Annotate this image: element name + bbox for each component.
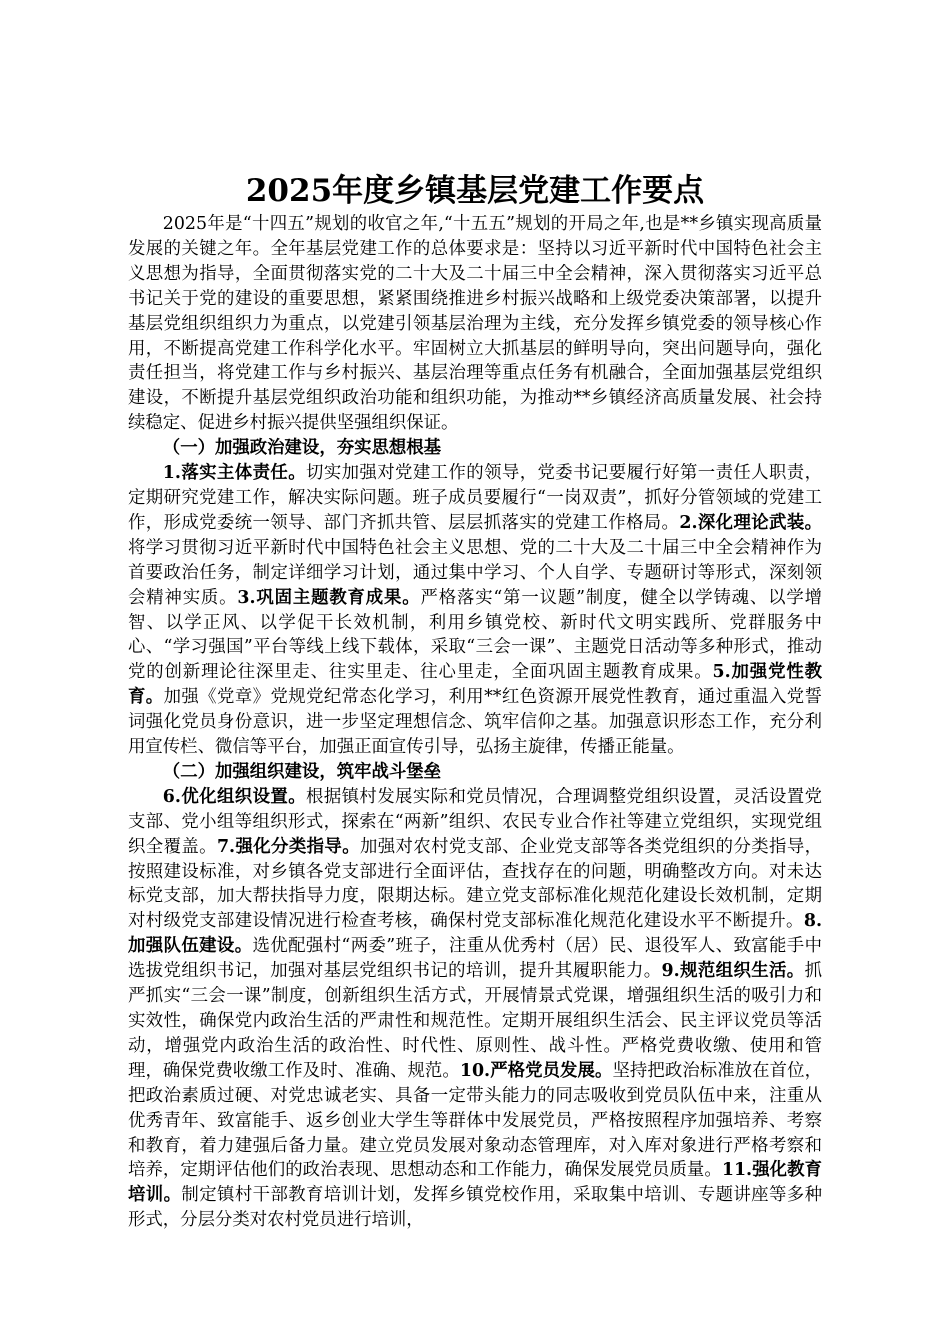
item-7-head: 7.强化分类指导。 <box>216 836 360 857</box>
intro-paragraph: 2025年是“十四五”规划的收官之年,“十五五”规划的开局之年,也是**乡镇实现高质量发展的关键之年。全年基层党建工作的总体要求是：坚持以习近平新时代中国特色社会主义思想为指导，全面贯彻落实党的二十大及二十届三中全会精神，深入贯彻落实习近平总书记关于党的建设的重要思想，紧紧围绕推进乡村振兴战略和上级党委决策部署，以提升基层党组织组织力为重点，以党建引领基层治理为主线，充分发挥乡镇党委的领导核心作用，不断提高党建工作科学化水平。牢固树立大抓基层的鲜明导向，突出问题导向，强化责任担当，将党建工作与乡村振兴、基层治理等重点任务有机融合，全面加强基层党组织建设，不断提升基层党组织政治功能和组织功能，为推动**乡镇经济高质量发展、社会持续稳定、促进乡村振兴提供坚强组织保证。 <box>128 214 822 434</box>
item-10-head: 10.严格党员发展。 <box>459 1060 613 1081</box>
item-3-head: 3.巩固主题教育成果。 <box>237 587 421 608</box>
section-heading-organization: （二）加强组织建设，筑牢战斗堡垒 <box>162 761 442 782</box>
item-1-text: 切实加强对党建工作的领导，党委书记要履行好第一责任人职责，定期研究党建工作，解决实际问题。班子成员要履行“一岗双责”，抓好分管领域的党建工作，形成党委统一领导、部门齐抓共管、层层抓落实的党建工作格局。 <box>128 463 822 533</box>
item-6-head: 6.优化组织设置。 <box>162 786 307 807</box>
item-10-text: 坚持把政治标准放在首位，把政治素质过硬、对党忠诚老实、具备一定带头能力的同志吸收到党员队伍中来，注重从优秀青年、致富能手、返乡创业大学生等群体中发展党员，严格按照程序加强培养、考察和教育，着力建强后备力量。建立党员发展对象动态管理库，对入库对象进行严格考察和培养，定期评估他们的政治表现、思想动态和工作能力，确保发展党员质量。 <box>128 1060 822 1181</box>
item-8-text: 选优配强村“两委”班子，注重从优秀村（居）民、退役军人、致富能手中选拔党组织书记，加强对基层党组织书记的培训，提升其履职能力。 <box>128 936 822 982</box>
item-3-text: 严格落实“第一议题”制度，健全以学铸魂、以学增智、以学正风、以学促干长效机制，利用乡镇党校、新时代文明实践所、党群服务中心、“学习强国”平台等线上线下载体，采取“三会一课”、主题党日活动等多种形式，推动党的创新理论往深里走、往实里走、往心里走，全面巩固主题教育成果。 <box>128 587 822 683</box>
item-9-text: 抓严抓实“三会一课”制度，创新组织生活方式，开展情景式党课，增强组织生活的吸引力和实效性，确保党内政治生活的严肃性和规范性。定期开展组织生活会、民主评议党员等活动，增强党内政治生活的政治性、时代性、原则性、战斗性。严格党费收缴、使用和管理，确保党费收缴工作及时、准确、规范。 <box>128 961 822 1081</box>
section-heading-political: （一）加强政治建设，夯实思想根基 <box>162 438 442 459</box>
document-title: 2025年度乡镇基层党建工作要点 <box>245 173 705 209</box>
section-organization-body <box>128 785 822 1233</box>
item-11-head: 11.强化教育培训。 <box>128 1160 822 1206</box>
item-11-text: 制定镇村干部教育培训计划，发挥乡镇党校作用，采取集中培训、专题讲座等多种形式，分层分类对农村党员进行培训， <box>128 1185 822 1231</box>
item-5-head: 5.加强党性教育。 <box>128 662 822 708</box>
item-8-head: 8.加强队伍建设。 <box>128 911 822 957</box>
item-1-head: 1.落实主体责任。 <box>162 463 307 484</box>
item-9-head: 9.规范组织生活。 <box>661 961 805 982</box>
item-6-text: 根据镇村发展实际和党员情况，合理调整党组织设置，灵活设置党支部、党小组等组织形式，探索在“两新”组织、农民专业合作社等建立党组织，实现党组织全覆盖。 <box>128 786 822 857</box>
item-2-head: 2.深化理论武装。 <box>679 512 822 533</box>
item-7-text: 加强对农村党支部、企业党支部等各类党组织的分类指导，按照建设标准，对乡镇各党支部进行全面评估，查找存在的问题，明确整改方向。对未达标党支部，加大帮扶指导力度，限期达标。建立党支部标准化规范化建设长效机制，定期对村级党支部建设情况进行检查考核，确保村党支部标准化规范化建设水平不断提升。 <box>128 836 822 932</box>
item-5-text: 加强《党章》党规党纪常态化学习，利用**红色资源开展党性教育，通过重温入党誓词强化党员身份意识，进一步坚定理想信念、筑牢信仰之基。加强意识形态工作，充分利用宣传栏、微信等平台，加强正面宣传引导，弘扬主旋律，传播正能量。 <box>128 687 822 758</box>
section-political-body <box>128 461 822 760</box>
item-2-text: 将学习贯彻习近平新时代中国特色社会主义思想、党的二十大及二十届三中全会精神作为首要政治任务，制定详细学习计划，通过集中学习、个人自学、专题研讨等形式，深刻领会精神实质。 <box>128 537 822 608</box>
document-page <box>128 170 822 1233</box>
